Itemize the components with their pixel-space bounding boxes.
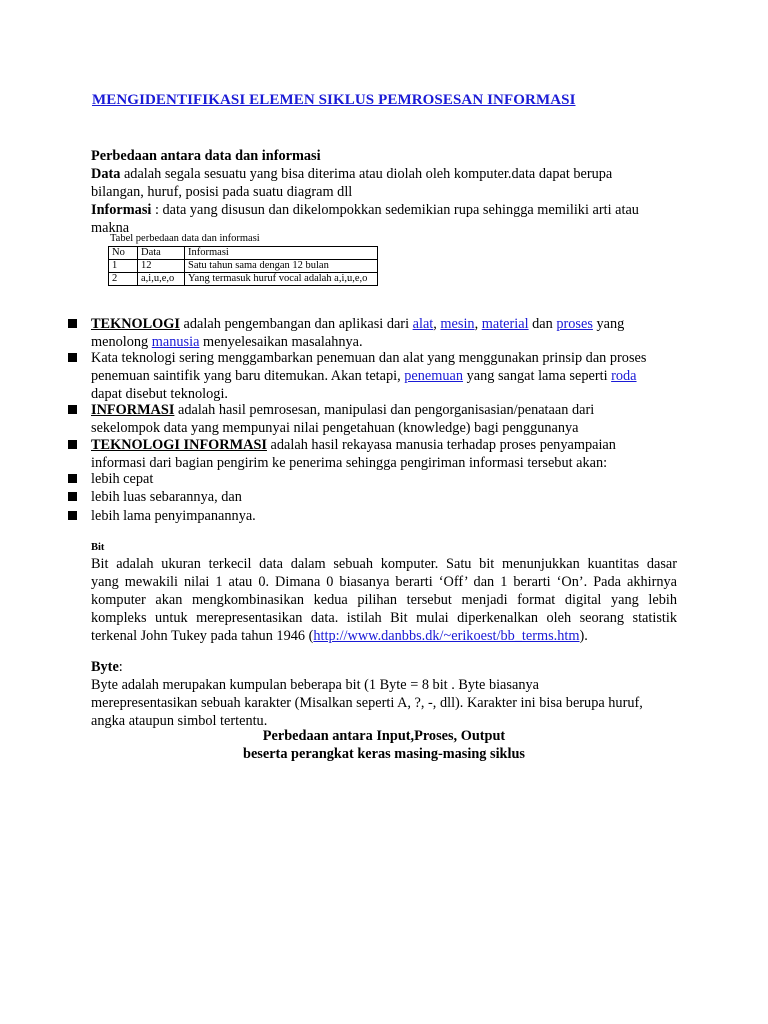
bullet-square-icon [68,353,77,362]
table-header-row [109,247,378,260]
table-caption: Tabel perbedaan data dan informasi [110,233,260,244]
bullet-line [91,401,688,419]
list-item [68,401,688,437]
bullet-square-icon [68,319,77,328]
bullet-text: dan [528,316,557,332]
data-definition-text: adalah segala sesuatu yang bisa diterima atau diolah oleh komputer.data dapat berupa [120,166,613,182]
info-definition-line2: makna [91,220,130,236]
paragraph-line: yang mewakili nilai 1 atau 0. Dimana 0 biasanya berarti ‘Off’ dan 1 berarti ‘On’. Pada akhirnya [91,574,677,590]
table-cell: a,i,u,e,o [138,273,185,286]
paragraph-line: Bit adalah ukuran terkecil data dalam sebuah komputer. Satu bit menunjukkan kuantitas dasar [91,556,677,572]
bullet-line: Kata teknologi sering menggambarkan penemuan dan alat yang menggunakan prinsip dan proses [91,350,647,366]
byte-heading-line [91,658,681,676]
table-cell: 12 [138,260,185,273]
list-item [68,315,688,351]
bullet-text: lebih lama penyimpanannya. [91,508,256,524]
bullet-line: dapat disebut teknologi. [91,386,228,402]
list-item [68,349,688,403]
table-header-cell: No [109,247,138,260]
bullet-line [91,367,688,385]
bullet-square-icon [68,440,77,449]
page-title: MENGIDENTIFIKASI ELEMEN SIKLUS PEMROSESAN INFORMASI [92,92,576,108]
section-data-informasi [91,147,681,237]
paragraph-line: komputer akan mengkombinasikan kedua pilihan tersebut menjadi format digital yang lebih [91,592,677,608]
informasi-bullet-term: INFORMASI [91,402,175,418]
paragraph-line: angka ataupun simbol tertentu. [91,713,268,729]
bullet-text: lebih cepat [91,471,154,487]
closing-heading [91,727,677,763]
bullet-text: adalah pengembangan dan aplikasi dari [179,316,413,332]
teknologi-informasi-term: TEKNOLOGI INFORMASI [91,437,267,453]
data-term: Data [91,166,121,182]
closing-line: beserta perangkat keras masing-masing siklus [243,746,525,762]
paragraph-line: Byte adalah merupakan kumpulan beberapa bit (1 Byte = 8 bit . Byte biasanya [91,677,539,693]
bullet-text: adalah hasil pemrosesan, manipulasi dan pengorganisasian/penataan dari [174,402,595,418]
data-definition-line1 [91,165,681,183]
paragraph-line [91,627,677,645]
paragraph-line: merepresentasikan sebuah karakter (Misalkan seperti A, ?, -, dll). Karakter ini bisa berupa huruf, [91,695,643,711]
bullet-text: penemuan saintifik yang baru ditemukan. Akan tetapi, [91,368,405,384]
table-cell: 2 [109,273,138,286]
bit-paragraph [91,555,677,645]
list-item [68,488,688,506]
bullet-line [91,436,688,454]
closing-line: Perbedaan antara Input,Proses, Output [262,728,506,744]
byte-heading: Byte [91,659,119,675]
bullet-text: , [474,316,482,332]
bullet-square-icon [68,492,77,501]
teknologi-term: TEKNOLOGI [91,316,180,332]
bullet-text: adalah hasil rekayasa manusia terhadap proses penyampaian [266,437,616,453]
data-definition-line2: bilangan, huruf, posisi pada suatu diagram dll [91,184,353,200]
link-roda[interactable]: roda [611,368,637,384]
link-penemuan[interactable]: penemuan [404,368,464,384]
bullet-text: menolong [91,334,152,350]
table-cell: 1 [109,260,138,273]
table-cell: Yang termasuk huruf vocal adalah a,i,u,e,o [185,273,378,286]
link-material[interactable]: material [481,316,529,332]
table-header-cell: Data [138,247,185,260]
table-row [109,260,378,273]
bullet-line: sekelompok data yang mempunyai nilai pengetahuan (knowledge) bagi penggunanya [91,420,579,436]
table-header-cell: Informasi [185,247,378,260]
paragraph-line: kompleks untuk merepresentasikan data. istilah Bit mulai diperkenalkan oleh seorang statistik [91,610,677,626]
info-definition-line1 [91,201,681,219]
section-heading: Perbedaan antara data dan informasi [91,148,321,164]
list-item [68,436,688,472]
paragraph-text: terkenal John Tukey pada tahun 1946 ( [91,628,314,644]
bullet-text: yang sangat lama seperti [463,368,612,384]
link-proses[interactable]: proses [556,316,593,332]
link-mesin[interactable]: mesin [440,316,475,332]
bullet-text: menyelesaikan masalahnya. [199,334,363,350]
table-cell: Satu tahun sama dengan 12 bulan [185,260,378,273]
bullet-square-icon [68,511,77,520]
bullet-line: informasi dari bagian pengirim ke penerima sehingga pengiriman informasi tersebut akan: [91,455,608,471]
bullet-text: , [433,316,441,332]
list-item [68,470,688,488]
bullet-square-icon [68,474,77,483]
bullet-text: lebih luas sebarannya, dan [91,489,242,505]
list-item [68,507,688,525]
link-alat[interactable]: alat [412,316,434,332]
table-row [109,273,378,286]
bullet-text: yang [592,316,625,332]
informasi-definition-text: : data yang disusun dan dikelompokkan sedemikian rupa sehingga memiliki arti atau [151,202,639,218]
comparison-table [108,246,378,286]
bullet-line [91,315,688,333]
bit-reference-link[interactable]: http://www.danbbs.dk/~erikoest/bb_terms.htm [313,628,580,644]
informasi-term: Informasi [91,202,152,218]
bullet-square-icon [68,405,77,414]
bit-heading: Bit [91,542,105,553]
byte-section [91,658,681,730]
link-manusia[interactable]: manusia [151,334,200,350]
byte-heading-colon: : [118,659,123,675]
paragraph-text: ). [579,628,588,644]
